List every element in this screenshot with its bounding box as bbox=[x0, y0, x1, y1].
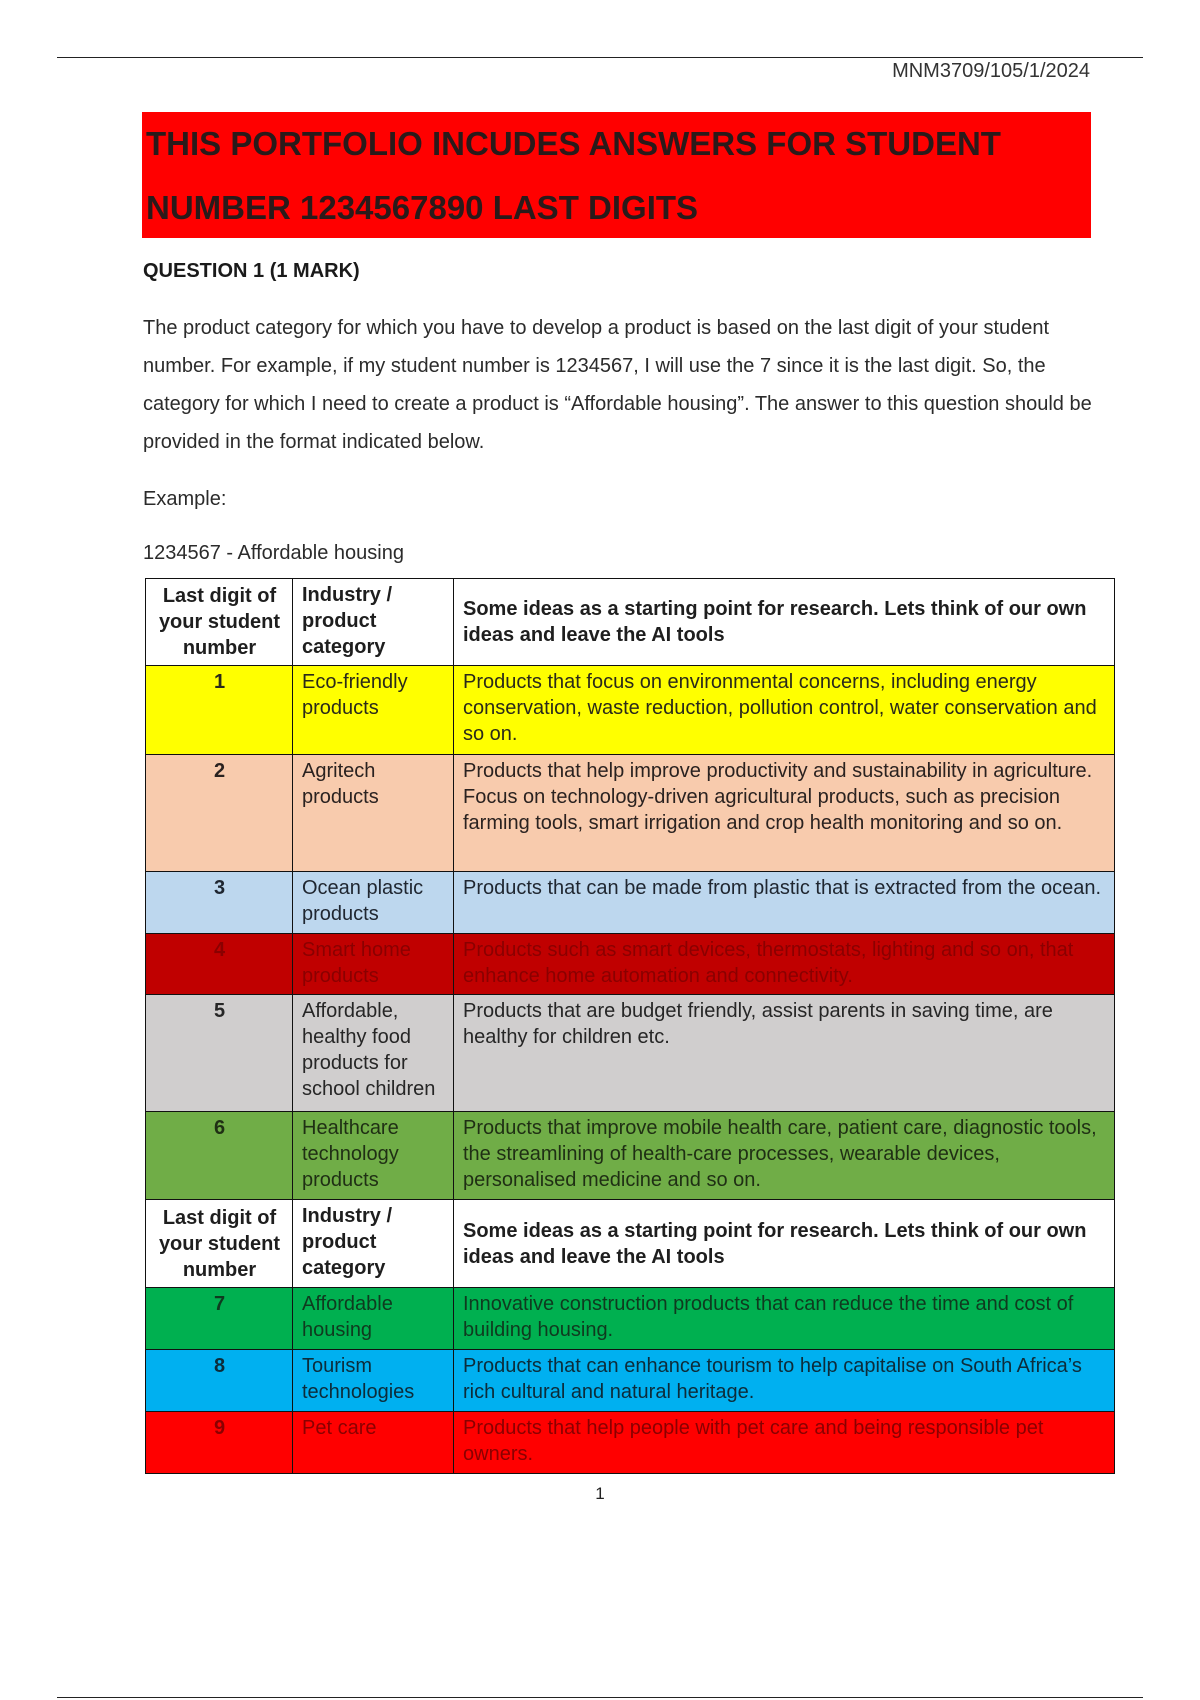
table-header-row bbox=[146, 579, 1115, 666]
row-ideas: Products that are budget friendly, assist parents in saving time, are healthy for children etc. bbox=[454, 995, 1115, 1112]
row-category: Agritech products bbox=[293, 755, 454, 872]
table-row bbox=[146, 1350, 1115, 1412]
row-ideas: Products that can enhance tourism to help capitalise on South Africa’s rich cultural and natural heritage. bbox=[454, 1350, 1115, 1412]
row-ideas: Products that help improve productivity and sustainability in agriculture. Focus on technology-driven agricultural products, such as precision farming tools, smart irrigation and crop health monitoring and so on. bbox=[454, 755, 1115, 872]
example-label: Example: bbox=[143, 488, 227, 510]
table-row bbox=[146, 872, 1115, 934]
portfolio-banner bbox=[142, 112, 1091, 238]
row-category: Affordable housing bbox=[293, 1288, 454, 1350]
header-ideas: Some ideas as a starting point for research. Lets think of our own ideas and leave the AI tools bbox=[454, 579, 1115, 666]
banner-line-1: THIS PORTFOLIO INCUDES ANSWERS FOR STUDENT bbox=[146, 125, 1001, 162]
row-category: Eco-friendly products bbox=[293, 666, 454, 755]
row-digit: 3 bbox=[146, 872, 293, 934]
row-category: Healthcare technology products bbox=[293, 1112, 454, 1200]
row-digit: 5 bbox=[146, 995, 293, 1112]
header-ideas: Some ideas as a starting point for research. Lets think of our own ideas and leave the AI tools bbox=[454, 1200, 1115, 1288]
row-digit: 6 bbox=[146, 1112, 293, 1200]
table-row bbox=[146, 666, 1115, 755]
row-category: Affordable, healthy food products for school children bbox=[293, 995, 454, 1112]
row-digit: 8 bbox=[146, 1350, 293, 1412]
table-header-row-repeat bbox=[146, 1200, 1115, 1288]
table-row bbox=[146, 934, 1115, 995]
category-table bbox=[145, 578, 1115, 1474]
row-category: Smart home products bbox=[293, 934, 454, 995]
row-digit: 2 bbox=[146, 755, 293, 872]
top-divider bbox=[57, 57, 1143, 58]
table-row bbox=[146, 755, 1115, 872]
question-section bbox=[143, 255, 1093, 571]
row-ideas: Products that focus on environmental concerns, including energy conservation, waste reduction, pollution control, water conservation and so on. bbox=[454, 666, 1115, 755]
row-ideas: Innovative construction products that can reduce the time and cost of building housing. bbox=[454, 1288, 1115, 1350]
row-category: Pet care bbox=[293, 1412, 454, 1474]
table-row bbox=[146, 1288, 1115, 1350]
table-row bbox=[146, 1412, 1115, 1474]
page-number: 1 bbox=[595, 1484, 605, 1503]
header-digit: Last digit of your student number bbox=[146, 1200, 293, 1288]
table-row bbox=[146, 1112, 1115, 1200]
row-ideas: Products that can be made from plastic that is extracted from the ocean. bbox=[454, 872, 1115, 934]
document-reference: MNM3709/105/1/2024 bbox=[892, 60, 1090, 82]
question-heading: QUESTION 1 (1 MARK) bbox=[143, 260, 360, 282]
row-digit: 7 bbox=[146, 1288, 293, 1350]
row-ideas: Products such as smart devices, thermostats, lighting and so on, that enhance home automation and connectivity. bbox=[454, 934, 1115, 995]
header-digit: Last digit of your student number bbox=[146, 579, 293, 666]
example-value: 1234567 - Affordable housing bbox=[143, 542, 404, 564]
question-paragraph: The product category for which you have to develop a product is based on the last digit of your student number. For example, if my student number is 1234567, I will use the 7 since it is the last digit. So, the category for which I need to create a product is “Affordable housing”. The answer to this question should be provided in the format indicated below. bbox=[143, 317, 1092, 453]
bottom-divider bbox=[57, 1697, 1143, 1698]
row-category: Ocean plastic products bbox=[293, 872, 454, 934]
table-row bbox=[146, 995, 1115, 1112]
header-category: Industry / product category bbox=[293, 579, 454, 666]
row-digit: 9 bbox=[146, 1412, 293, 1474]
row-digit: 1 bbox=[146, 666, 293, 755]
row-ideas: Products that help people with pet care and being responsible pet owners. bbox=[454, 1412, 1115, 1474]
header-category: Industry / product category bbox=[293, 1200, 454, 1288]
row-category: Tourism technologies bbox=[293, 1350, 454, 1412]
row-digit: 4 bbox=[146, 934, 293, 995]
banner-line-2: NUMBER 1234567890 LAST DIGITS bbox=[146, 189, 699, 226]
row-ideas: Products that improve mobile health care, patient care, diagnostic tools, the streamlining of health-care processes, wearable devices, personalised medicine and so on. bbox=[454, 1112, 1115, 1200]
